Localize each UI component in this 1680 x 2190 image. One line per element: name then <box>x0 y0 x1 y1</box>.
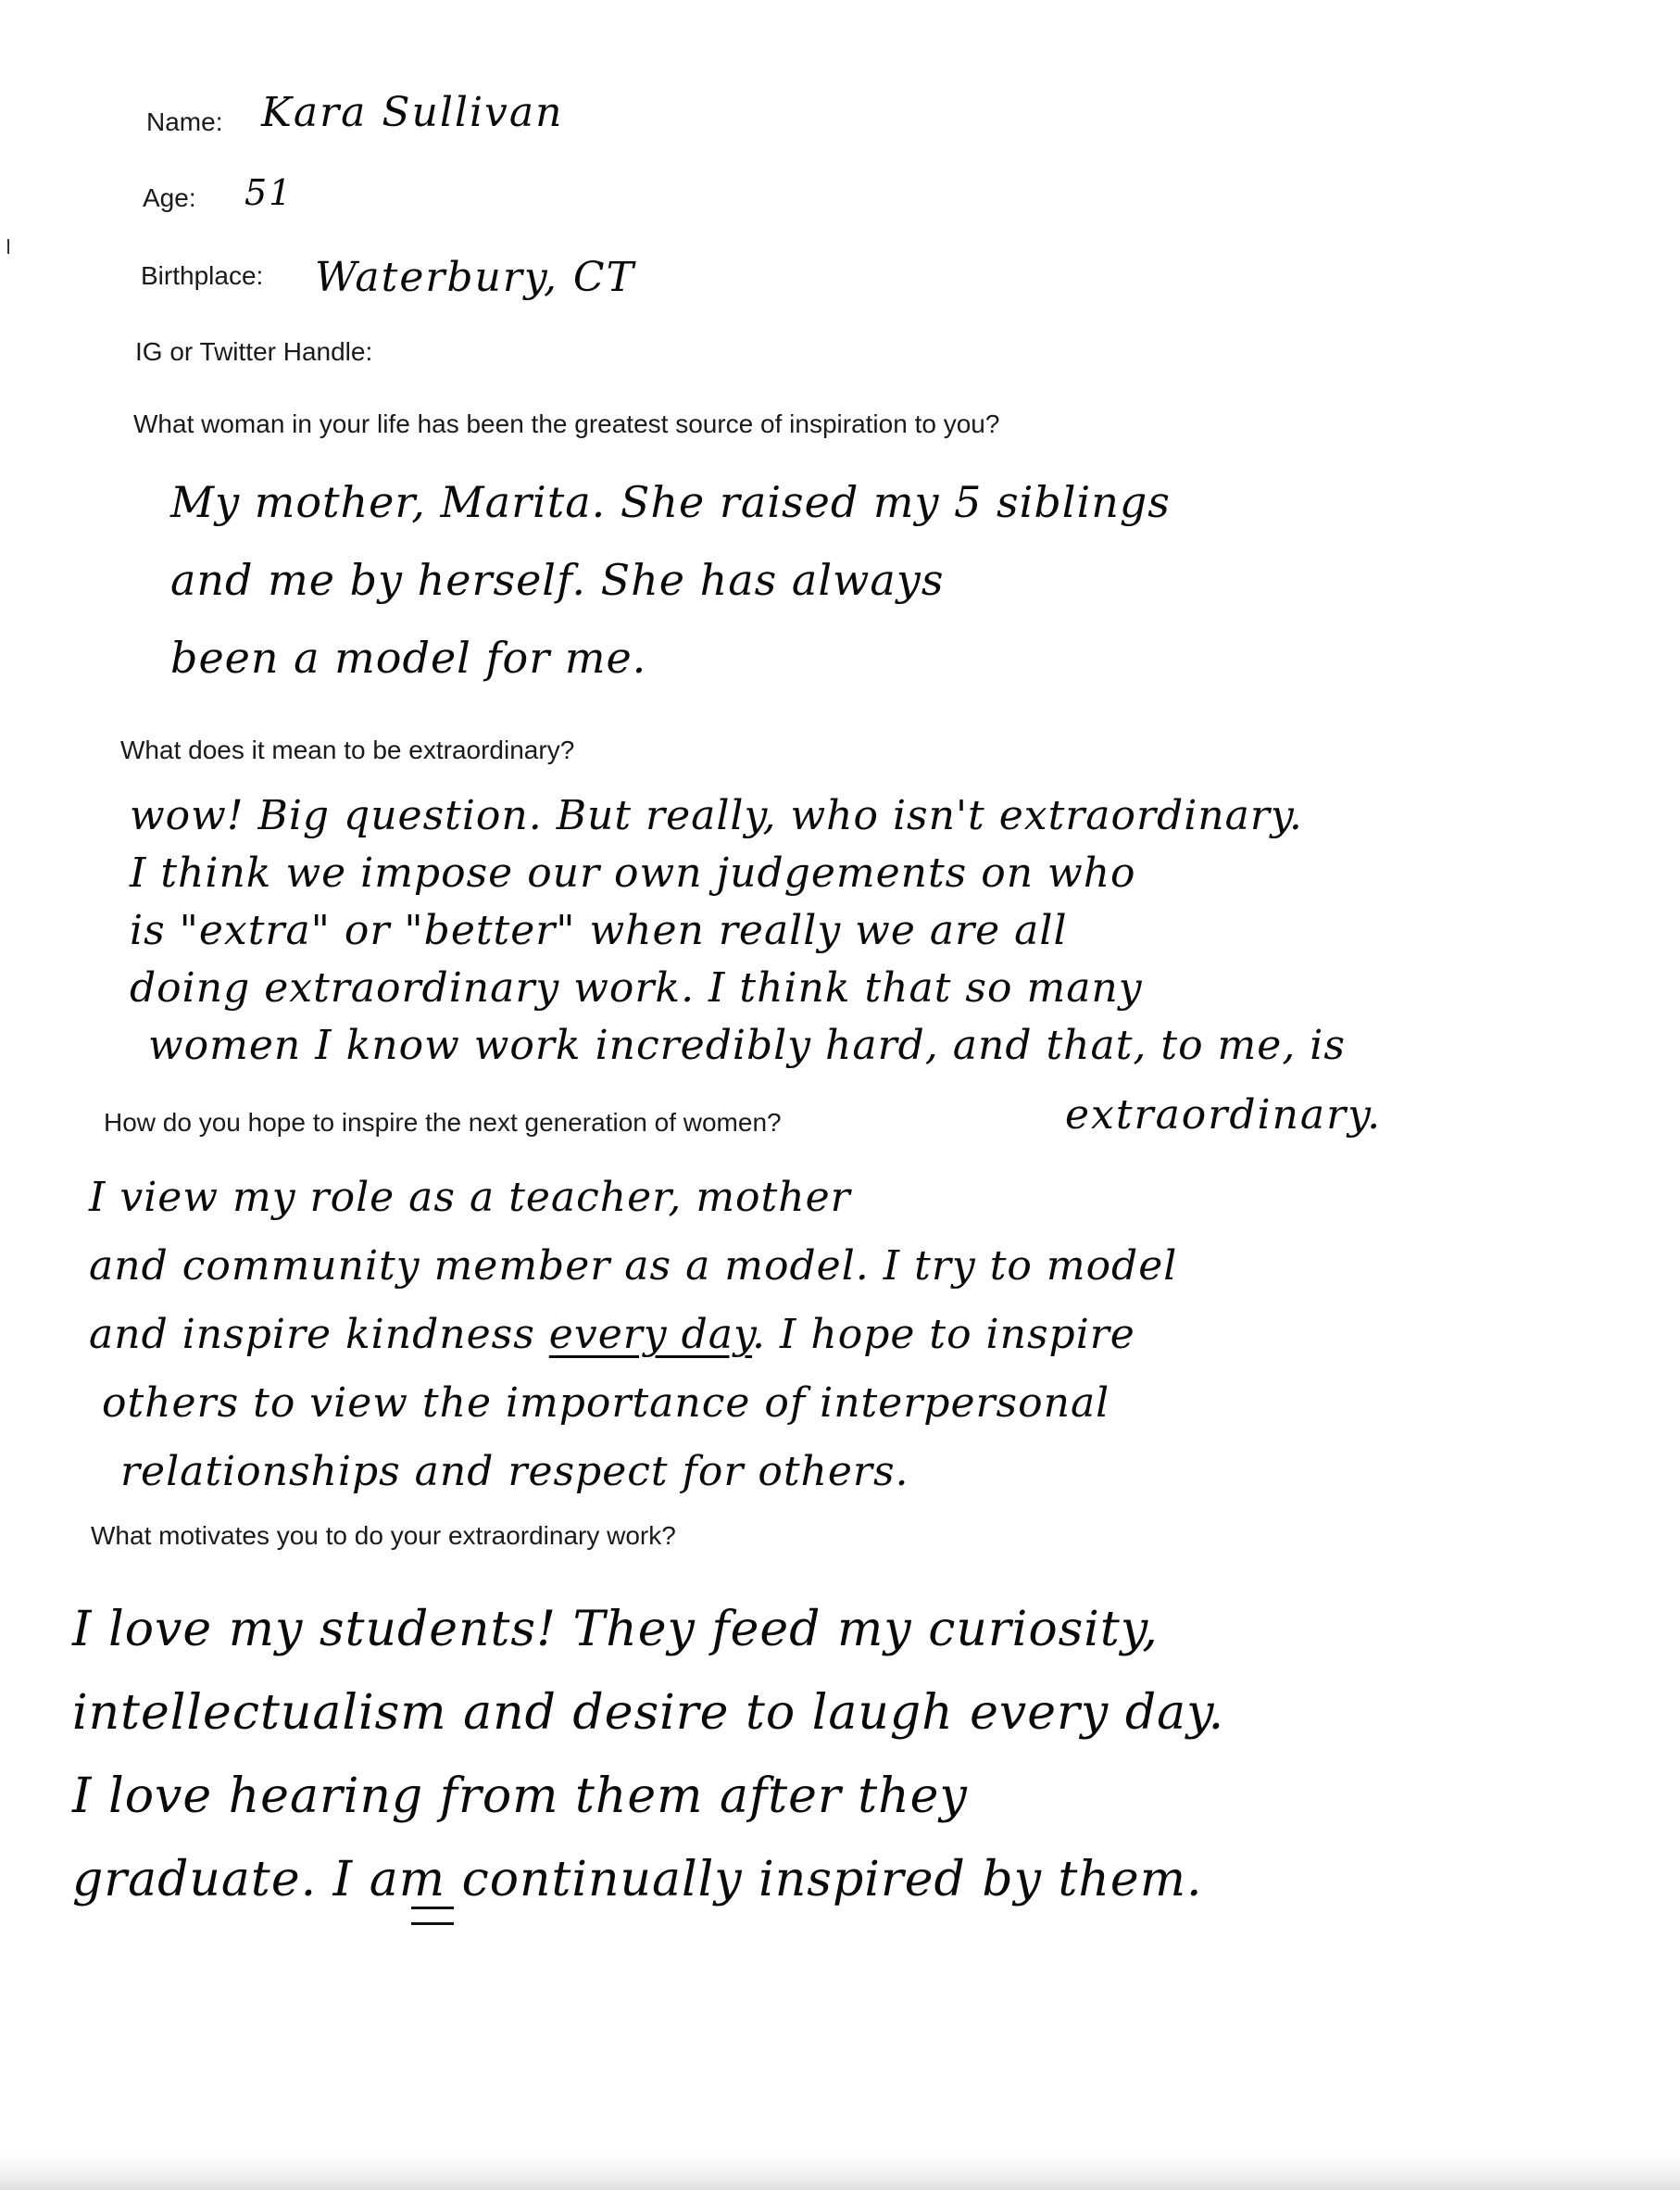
answer-3-line-2: and community member as a model. I try to model <box>89 1242 1178 1290</box>
answer-3-line-3 <box>89 1301 1177 1369</box>
name-value: Kara Sullivan <box>261 89 564 136</box>
answer-2 <box>130 787 1346 1075</box>
answer-4-line-1: I love my students! They feed my curiosity, <box>72 1602 1159 1657</box>
name-label: Name: <box>146 107 223 136</box>
answer-4 <box>72 1588 1224 1921</box>
birthplace-value: Waterbury, CT <box>315 254 635 301</box>
handle-label: IG or Twitter Handle: <box>135 337 373 366</box>
birthplace-label: Birthplace: <box>141 261 264 290</box>
question-1: What woman in your life has been the greatest source of inspiration to you? <box>133 409 1000 438</box>
answer-4-line-3: I love hearing from them after they <box>72 1768 968 1824</box>
answer-3-line-3b: . I hope to inspire <box>752 1311 1135 1358</box>
double-underline-mark <box>411 1907 454 1925</box>
answer-1-line-2: and me by herself. She has always <box>170 555 945 605</box>
answer-2-line-4: doing extraordinary work. I think that so many <box>130 964 1143 1012</box>
answer-1-line-1: My mother, Marita. She raised my 5 siblings <box>170 477 1171 527</box>
question-2: What does it mean to be extraordinary? <box>120 736 575 764</box>
answer-2-line-1: wow! Big question. But really, who isn't extraordinary. <box>130 792 1303 839</box>
answer-3 <box>89 1164 1177 1506</box>
question-4: What motivates you to do your extraordinary work? <box>91 1521 676 1550</box>
answer-2-line-3: is "extra" or "better" when really we are all <box>130 907 1068 954</box>
answer-3-line-3a: and inspire kindness <box>89 1311 535 1358</box>
answer-3-line-4: others to view the importance of interpersonal <box>102 1379 1110 1427</box>
answer-2-line-6: extraordinary. <box>1065 1091 1383 1139</box>
answer-1 <box>170 463 1171 697</box>
age-label: Age: <box>143 183 196 212</box>
answer-3-line-5: relationships and respect for others. <box>120 1448 909 1495</box>
age-value: 51 <box>244 172 294 213</box>
question-3: How do you hope to inspire the next generation of women? <box>104 1108 782 1137</box>
stray-pen-mark <box>7 239 9 254</box>
answer-2-line-5: women I know work incredibly hard, and that, to me, is <box>148 1022 1346 1069</box>
answer-3-line-1: I view my role as a teacher, mother <box>89 1174 851 1221</box>
answer-4-line-4: graduate. I am continually inspired by them. <box>72 1852 1203 1907</box>
answer-3-underlined-every-day: every day <box>548 1311 753 1358</box>
answer-2-line-2: I think we impose our own judgements on who <box>130 850 1136 897</box>
answer-4-line-2: intellectualism and desire to laugh every day. <box>72 1685 1225 1741</box>
answer-1-line-3: been a model for me. <box>170 633 647 683</box>
